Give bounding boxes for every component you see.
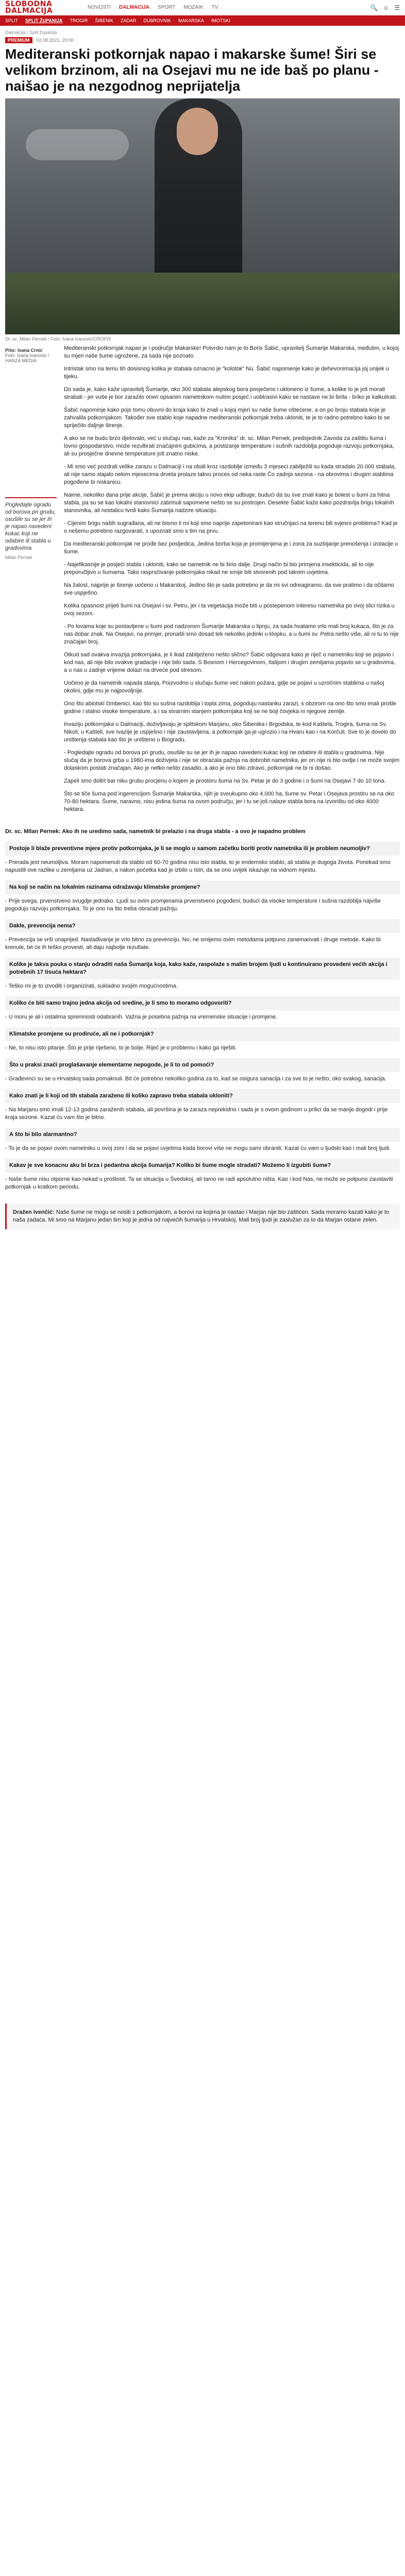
interview-answer: - Prerada jest neumoljiva. Moram napomenuti da stablo od 60-70 godina nisu isto stabla, to je endemsko stablo, ali stabla je dugoga života. Ponekad smo napustili ove razlike u zemljama uz Jadran, a nakon početka kad je izbilo u Istri, da se ono uvijek iskazuje na vidnom mjestu.	[5, 859, 391, 873]
subnav-item-dubrovnik[interactable]: DUBROVNIK	[143, 18, 171, 23]
body-paragraph: Kolika opasnost prijeti šumi na Osejavi i sv. Petru, jer i ta vegetacija može biti u postepenom interesu nametnika po ovoj slici rizika u ovoj sezoni.	[64, 603, 395, 617]
nav-item-sport[interactable]: SPORT	[157, 5, 176, 10]
article-body	[64, 345, 400, 819]
interview-section	[5, 828, 400, 1191]
body-paragraph: Otkud sad ovakva invazija potkornjaka, je li ikad zabilježeno nešto slično? Šabić odgovara kako je riječ o nametniku koji se pojavio i kod nas, ali nije bilo ovakve gradacije i nije bilo sada. S Bosnom i Hercegovinom, Italijom i drugim zemljama pojavio se u gradovima, a u nas u zadnje vrijeme dolazi na drveće pod stresom.	[64, 652, 396, 673]
subnav-item-trogir[interactable]: TROGIR	[70, 18, 88, 23]
nav-item-dalmacija[interactable]: DALMACIJA	[119, 5, 149, 10]
pull-quote-author: Milan Pernek	[5, 555, 32, 560]
subnav-item-imotski[interactable]: IMOTSKI	[211, 18, 230, 23]
subnav-item-makarska[interactable]: MAKARSKA	[178, 18, 204, 23]
subnav-item-split[interactable]: SPLIT	[5, 18, 19, 23]
bio-box	[5, 1204, 400, 1229]
photo-credit: Foto: Ivana Ivanović / HANZA MEDIA	[5, 353, 49, 363]
article-date: 02.08.2021. 20:00	[36, 38, 74, 43]
body-paragraph: Da mediteranski potkornjak ne prođe bez posljedica, Jedina borba koja je promijenjena je i zona za suzbijanje prenošenja i izolacije u šume.	[64, 541, 398, 555]
header-actions	[370, 4, 400, 11]
interview-answer: - U moru je ali i ostalima spremnosti odabranih. Važna je posebna pažnja na vremenske situacije i promjene.	[5, 1014, 278, 1020]
logo-line1: SLOBODNA	[5, 0, 53, 8]
pull-quote-text: Pogledajte ogradu od borova pri grudu, osušile su se jer ih je napao navedeni kukac koji ne odabire ili stabla u gradovima	[5, 502, 56, 551]
photo-background	[26, 129, 129, 160]
body-paragraph: A ako se ne budu brzo djelovalo, već u slučaju nas, kaže za "Kronika" dr. sc. Milan Pernek, predsjednik Zavoda za zaštitu šuma i lovno gospodarstvo, može rezultirati značajnim gubicima, a postizanje temperature i sušnih razdoblja pogoduje razvoju potkornjaka, ali su prosječne dnevne temperature još znatno niske.	[64, 435, 394, 457]
body-paragraph: Intristak smo na temu tih dosisnog kolika je stabala oznacno je "kolotok" Nu. Šabić napomenje kako je dehevonimacija joj unijek u tijeku.	[64, 366, 389, 380]
body-paragraph: - Cijenim brigu naših sugrađana, ali ne bismo li mi koji smo naprije zapetonirani kao stručnjaci na terenu bili svjesni problema? Kad je o nešemu potrebno razgovarati, s upoznati smo s tim na prvu.	[64, 520, 398, 534]
sub-nav	[0, 15, 405, 26]
photo-caption: Dr. sc. Milan Pernek / Foto: Ivana Ivanović/CROPIX	[5, 336, 111, 342]
body-paragraph: Zapeli smo doltrt bar niku grubu procjenu o kojem je prostoru šuma na Sv. Petar je do 3 godine i o šumi na Osejavi 7 do 10 tona.	[64, 778, 386, 784]
bio-label: Dražen Ivenčić:	[13, 1209, 55, 1215]
body-paragraph: Na žalost, najprije je širenje uočeno u Makarskoj, Jedino što je sada potrebno je da mi svi odreagiramo, da sve pratimo i da očitamo sve uspješno.	[64, 582, 394, 596]
pull-quote	[5, 497, 57, 561]
premium-badge: PREMIUM	[5, 37, 32, 43]
interview-question: Koliko će biti samo trajno jedna akcija od sredine, je li smo to moramo odgovoriti?	[5, 996, 400, 1010]
interview-question: Na koji se način na lokalnim razinama odražavaju klimatske promjene?	[5, 880, 400, 894]
article-content	[0, 342, 405, 819]
search-icon[interactable]: 🔍	[370, 4, 378, 11]
body-paragraph: Ono što abiotski čimbenici, kao što su sušna razdoblja i topla zima, pogoduju nastanku zarazi, s obzirom na ono što smo imali prošle godine i stalno visoke temperature, a i sa stvarnim stanjem potkornjaka koji se ne boji čovjeka ni njegove zemlje.	[64, 701, 397, 715]
author-name[interactable]: Piše: Ivana Crnić	[5, 348, 43, 353]
interview-answer: - Građevinci su se u Hrvatskoj sada pomaknuli. Bit će potrebno nekoliko godina za to, kad se osigura sanacija i za sve to je nešto, oko svakog, sanacija.	[5, 1076, 386, 1082]
article-aside	[5, 345, 57, 819]
body-paragraph: - Najefikasnije je posjeći stabla i ukloniti, kako se nametnik ne bi širio dalje. Drugi način bi bio primjena insekticida, ali to nije preporučljivo u šumama. Tako rasprsčivanje potkornjaka nikad ne smije biti stvorenih pod takvim uvjetima.	[64, 562, 374, 575]
interview-question: Što u praksi znači proglašavanje elementarne nepogode, je li to od pomoći?	[5, 1058, 400, 1072]
interview-intro: Dr. sc. Milan Pernek: Ako ih ne uredimo sada, nametnik bi prelazio i na druga stabla - a ovo je napadno problem	[5, 828, 306, 835]
hero-photo	[5, 98, 400, 334]
interview-answer: - Naše šume nisu otporne kao nekad u prošlosti. Ta se situacija u Švedskoj, ali tamo ne radi apsolutno ništa. Kao i kod Nas, ne može se potpuno zaustaviti potkornjak u kratkom periodu.	[5, 1176, 393, 1190]
breadcrumb[interactable]: Dalmacija / Split županija	[5, 30, 57, 35]
body-paragraph: - Mi smo već pozdrali velike zarazu u Dalmaciji i na obali kroz razdoblje između 3 mjeseci zabilježili su kada stradalo 20.000 stabala, ali nije samo stajalo nekim mjesecima drveta prolaze takvu proces od neka raste Čo zadnja sezona - na obrovima i drugim stablima pogođene bi niskanicu.	[64, 464, 396, 485]
interview-question: Dakle, prevencija nema?	[5, 919, 400, 933]
main-nav	[88, 5, 218, 10]
menu-icon[interactable]: ☰	[394, 4, 400, 11]
body-paragraph: Invaziju potkornjaka u Dalmaciji, doživljavaju je splitskom Marjanu, oko Šibenika i Brgodska, te kod Kaštela, Trogira, šuma na Sv. Nikoli, u Kašteli, sve Ivazije je uspješno i nije zaustavljena, a potkornjak ga je ugrozio i na Hvaru kao i na Korčuli. Sve to je dovelo do uništenja stabala kao što je uništeno u Biogradu.	[64, 721, 396, 743]
body-paragraph: - Pogledajte ogradu od borova pri grudu, osušile su se jer ih je napao navedeni kukac koji ne odabire ili stabla u gradovima. Nije slučaj da je borova grba u 1980-ima doživjela i nije se obraćala pažnja na dobrobit nametnika, jer on nije ni bio ovdje i ne može svojim dolaskom postati značajan. Ako je netko nešto zasadio, a ako je ono bilo zdravo, potkornjak ne bi ni došao.	[64, 750, 400, 771]
bio-text: Naše šume ne mogu se nositi s potkornjakom, a borovi na kojima je nastao i Marjan nije bio zaštićen. Sada moramo kazati kako je to naša zadaća. Mi smo na Marjanu jedan tim koji je jedna od najvećih šumarija u Hrvatskoj. Mali broj ljudi je zaslužan za to da Marjan ostane zelen.	[13, 1209, 390, 1223]
interview-question: Kolike je takva pouka o stanju odraditi naša Šumarija koja, kako kaže, raspolaže s malim brojem ljudi u kontinuirano provedeni većih akcija i potrebnih 17 tisuća hektara?	[5, 958, 400, 979]
body-paragraph: - Po lovama koje su postavljene u šumi pod nadzorom Šumarije Makarska u lipnju, za sada hvatamo vrlo mali broj kukaca, što je za nas dobar znak. Na Osejavi, na primjer, pronašli smo dosad tek nekoliko jedinki u klopku, a u šumi sv. Petra nešto više, ali ni tu to nije značajan broj.	[64, 623, 399, 645]
body-paragraph: Mediteranski potkornjak napao je i područje Makarske! Potvrdio nam je to Boris Šabić, upravitelj Šumarije Makarska, međutim, u kojoj su mjeri naše šume ugrožene, za sada nije poznato.	[64, 345, 399, 359]
subnav-item-split-zupanija[interactable]: SPLIT ŽUPANIJA	[25, 18, 63, 23]
article-meta	[0, 35, 405, 43]
interview-answer: - Prevencija se vrši unaprijed. Naslađivanje je vrlo bitno za prevenciju. No, ne smijemo ovim metodama potpuno zanemarivati i druge metode. Kako bi krenule, bit će ih teško provesti, ali daju najbolje rezultate.	[5, 937, 381, 951]
site-logo[interactable]	[5, 1, 67, 14]
interview-question: Postoje li blaže preventivne mjere protiv potkornjaka, je li se moglo u samom začetku boriti protiv nametnika ili je problem neumoljiv?	[5, 842, 400, 856]
body-paragraph: Do sada je, kako kaže upravitelj Šumarije, oko 300 stabala alepskog bora posječeno i ukloneno iz šume, a kolike to je još morati strabati - jer vuše je bor zarazilo oneri opsanim nametnikom nuitnn posjeć i uobtrasivi kako se nastave ne bi širila - briko je kalkulirati.	[64, 386, 397, 400]
interview-question: A što bi bilo alarmantno?	[5, 1128, 400, 1142]
nav-item-tv[interactable]: TV	[211, 5, 218, 10]
user-icon[interactable]: ☺	[382, 4, 390, 11]
article-title: Mediteranski potkornjak napao i makarske šume! Širi se velikom brzinom, ali na Osejavi mu ne ide baš po planu - naišao je na nezgodnog neprijatelja	[5, 46, 379, 94]
body-paragraph: Što se tiče šuma pod ingerencijom Šumarije Makarska, njih je sveukupno oko 4.000 ha, šume sv. Petar i Osejava prostiru se na oko 70-80 hektara. Šume, naravno, nisu jedina šuma na ovom području, jer i tu se još nalaze stabla bora na izvorištu od oko 4000 hektara.	[64, 791, 395, 812]
body-paragraph: Uočeno je da nametnik napada stanja, Poizvodno u slučaju šume već nakon požara, gdje se pojavi u uzročnim stablima u našoj okolini, gdje mu je najpovoljnije.	[64, 680, 384, 694]
interview-answer: - Ne, to nisu isto pitanje. Što je prije riješeno, to je bolje. Riječ je o problemu i kako ga riješiti.	[5, 1045, 237, 1051]
interview-answer: - To je da se pojavi ovom nametniku u ovoj zoni i da se pojavi uvjetima kada borovi više ne mogu sami obraniti. Kazat ću vam u ljudski kao i mali broj ljudi.	[5, 1145, 391, 1151]
nav-item-novosti[interactable]: NOVOSTI	[88, 5, 111, 10]
interview-question: Klimatske promjene su prodiruće, ali ne i potkornjak?	[5, 1027, 400, 1041]
interview-question: Kako znati je li koji od tih stabala zaraženo ili koliko zapravo treba stabala ukloniti?	[5, 1089, 400, 1103]
interview-answer: - Prije svega, prvenstveno svugdje jednako. Ljudi su ovim promjenama prvenstveno pogođeni, budući da visoke temperature i sušna razdoblja najviše pogoduju razvoju potkornjaka. To je ono na što treba obraćati pažnju.	[5, 898, 381, 912]
nav-item-mozaik[interactable]: MOZAIK	[183, 5, 204, 10]
subnav-item-zadar[interactable]: ZADAR	[120, 18, 137, 23]
photo-foreground	[5, 273, 400, 334]
photo-subject-head	[177, 108, 218, 155]
subnav-item-sibenik[interactable]: ŠIBENIK	[95, 18, 113, 23]
logo-line2: DALMACIJA	[5, 6, 53, 15]
body-paragraph: Naime, nekoliko dana prije akcije, Šabić je prema akciju u novo ekip udbuge, budući da su sve znali kako je bolest u šumi za hitna stabla, pa su se kao lokalni stanovnici zabrinuli sapomene nešto se su postrojen. Desekte Šabić kaže kako pozdravlja brigu lokalnih stanovnika, ali nostalicu tvrdi kako Šumarija nadzire situaciju.	[64, 492, 394, 514]
interview-answer: - Na Marjanu smo imali 12-13 godina zaraženih stabala, ali površina je ta zaraza neprekidno i sada je s ovom godinom u prilici da se manje dogodi i prije kraja sezone. Kazat ću vam što je bitno.	[5, 1107, 388, 1121]
body-paragraph: Šabić napominje kako pojs tomu obuvni do kraja kako bi znali u kojoj mjeri su naše šume oštećene, a on po broju stabala koje je zahvalila potkornjakom. Također sve stablo koje napadne mediteranski potkornjak treba ukloniti, te je to radno potrebno kako bi se spriječilo daljnje širenje.	[64, 407, 390, 429]
top-header	[0, 0, 405, 15]
interview-question: Kakav je sve konacnu aku bi brza i pedantna akcija šumarija? Koliko bi šume mogle stradati? Možemo li izgubiti šume?	[5, 1159, 400, 1173]
interview-answer: - Teško mi je to izvoditi i organizirati, sukladno svojim mogućnostima.	[5, 983, 178, 989]
